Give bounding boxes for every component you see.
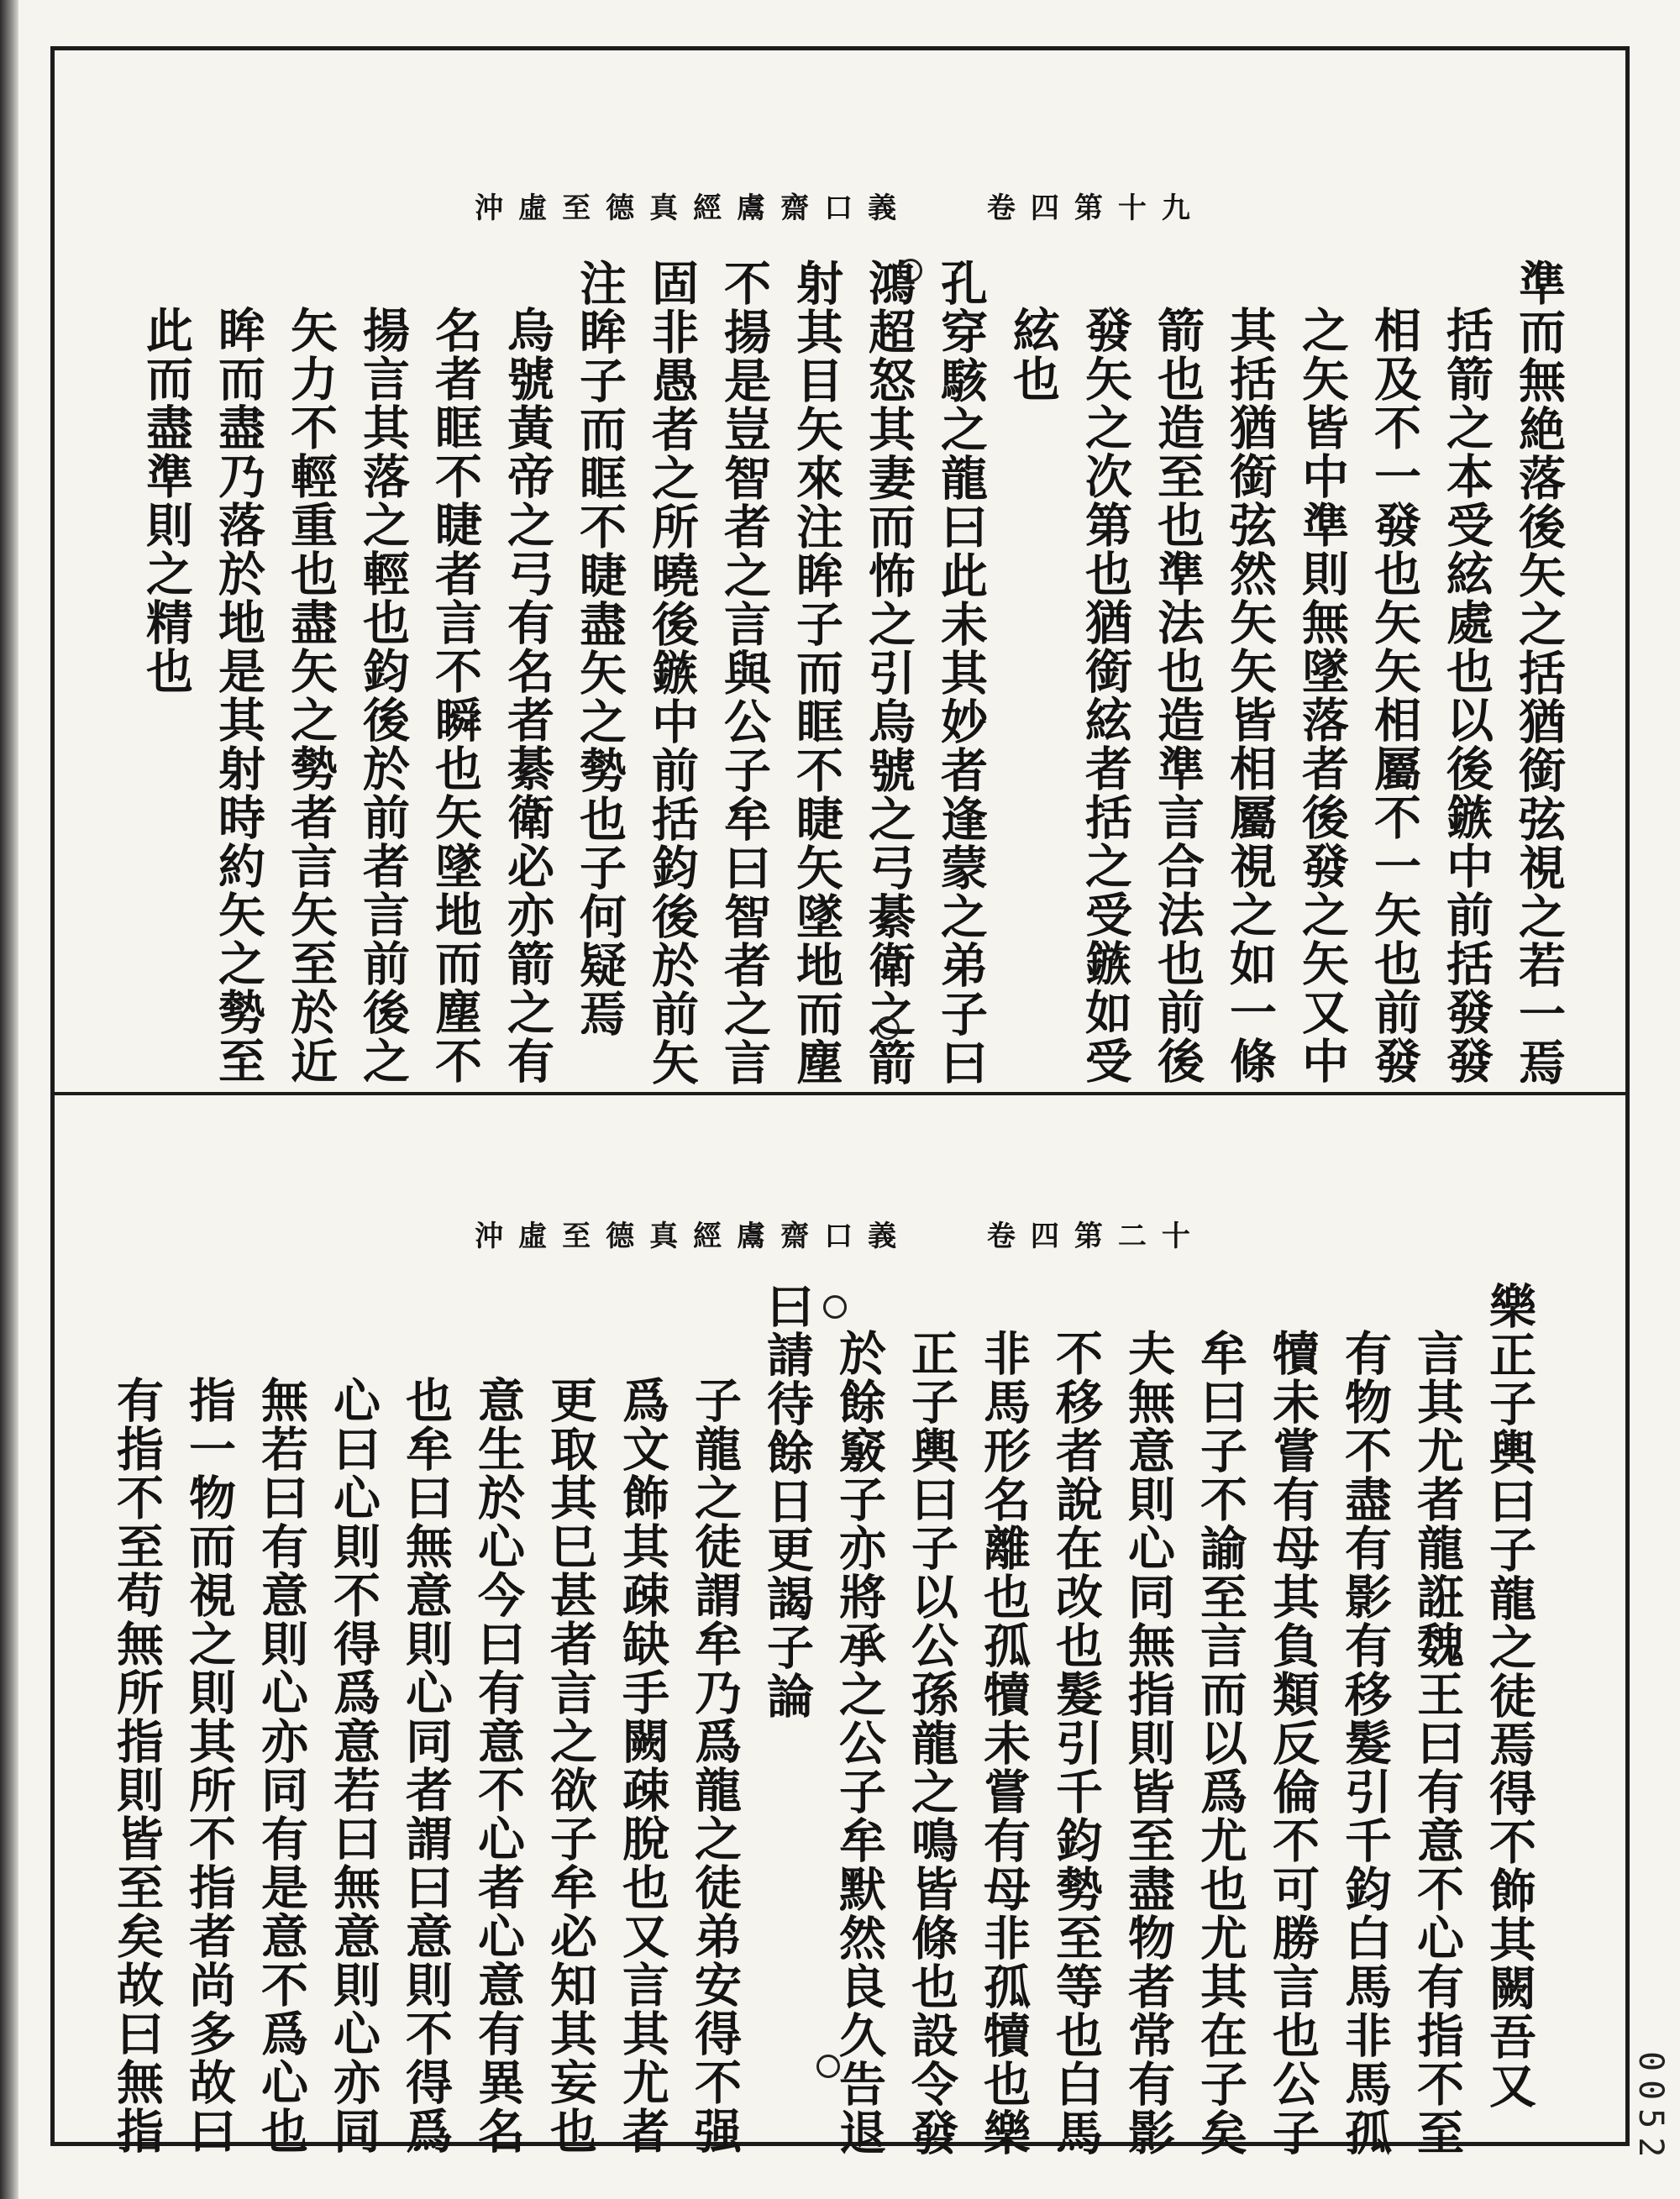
scan-edge <box>0 0 18 2199</box>
header-title: 沖虛至德真經鬳齋口義 <box>475 1220 912 1253</box>
text-column: 此而盡準則之精也 <box>139 306 194 695</box>
top-panel <box>55 50 1625 1092</box>
text-column: 犢未嘗有母其負類反倫不可勝言也公子 <box>1265 1329 1320 2157</box>
text-column: 牟曰子不諭至言而以爲尤也尤其在子矣 <box>1193 1329 1248 2157</box>
text-column: 名者眶不睫者言不瞬也矢墜地而塵不 <box>428 306 483 1085</box>
text-column: 有指不至苟無所指則皆至矣故曰無指 <box>109 1376 165 2155</box>
text-column: 箭也造至也準法也造準言合法也前後 <box>1150 306 1205 1085</box>
text-column: 子龍之徒謂牟乃爲龍之徒弟安得不强 <box>687 1376 743 2155</box>
bottom-panel-header <box>55 1213 1625 1254</box>
text-column: 矢力不輕重也盡矢之勢者言矢至於近 <box>283 306 339 1085</box>
text-column: 曰請待餘日更謁子論 <box>759 1282 815 1720</box>
text-column: 括箭之本受絃處也以後鏃中前括發發 <box>1439 306 1494 1085</box>
text-column: 之矢皆中準則無墜落者後發之矢又中 <box>1294 306 1350 1085</box>
page-number: 0052 <box>1631 2050 1670 2165</box>
text-column: 鴻超怒其妻而怖之引烏號之弓綦衛之箭 <box>861 259 916 1087</box>
text-column: 爲文飾其疎缺手闕疎脫也又言其尤者 <box>615 1376 670 2155</box>
text-column: 樂正子輿曰子龍之徒焉得不飾其闕吾又 <box>1482 1282 1537 2110</box>
top-panel-header <box>55 185 1625 226</box>
bottom-panel <box>55 1095 1625 2157</box>
text-column: 烏號黃帝之弓有名者綦衛必亦箭之有 <box>500 306 555 1085</box>
text-column: 指一物而視之則其所不指者尚多故曰 <box>181 1376 237 2155</box>
circle-mark <box>876 1016 900 1040</box>
text-column: 發矢之次第也猶銜絃者括之受鏃如受 <box>1078 306 1133 1085</box>
text-columns <box>101 1282 1546 2157</box>
text-column: 孔穿駭之龍曰此未其妙者逢蒙之弟子曰 <box>933 259 989 1087</box>
text-column: 夫無意則心同無指則皆至盡物者常有影 <box>1121 1329 1176 2157</box>
text-column: 也牟曰無意則心同者謂曰意則不得爲 <box>398 1376 454 2155</box>
text-column: 無若曰有意則心亦同有是意不爲心也 <box>254 1376 309 2155</box>
text-column: 眸而盡乃落於地是其射時約矢之勢至 <box>211 306 266 1085</box>
text-column: 正子輿曰子以公孫龍之鳴皆條也設令發 <box>904 1329 959 2157</box>
text-column: 不揚是豈智者之言與公子牟曰智者之言 <box>717 259 772 1087</box>
text-column: 非馬形名離也孤犢未嘗有母非孤犢也樂 <box>976 1329 1032 2157</box>
header-section: 卷四第二十 <box>986 1220 1205 1253</box>
text-column: 於餘竅子亦將承之公子牟默然良久告退 <box>832 1329 887 2157</box>
text-column: 意生於心今曰有意不心者心意有異名 <box>470 1376 526 2155</box>
text-column: 絃也 <box>1005 306 1061 403</box>
text-column: 不移者說在改也髮引千鈞勢至等也白馬 <box>1048 1329 1104 2157</box>
header-title: 沖虛至德真經鬳齋口義 <box>475 192 912 225</box>
header-section: 卷四第十九 <box>986 192 1205 225</box>
text-columns <box>130 259 1575 1087</box>
text-column: 心曰心則不得爲意若曰無意則心亦同 <box>326 1376 381 2155</box>
text-column: 有物不盡有影有移髮引千鈞白馬非馬孤 <box>1337 1329 1393 2157</box>
circle-mark <box>899 259 922 282</box>
text-column: 其括猶銜弦然矢矢皆相屬視之如一條 <box>1222 306 1278 1085</box>
text-column: 注眸子而眶不睫盡矢之勢也子何疑焉 <box>572 259 627 1038</box>
circle-mark <box>816 2055 840 2078</box>
text-column: 射其目矢來注眸子而眶不睫矢墜地而塵 <box>789 259 844 1087</box>
circle-mark <box>823 1295 847 1319</box>
text-column: 準而無絶落後矢之括猶銜弦視之若一焉 <box>1511 259 1567 1087</box>
text-column: 相及不一發也矢矢相屬不一矢也前發 <box>1367 306 1422 1085</box>
text-column: 更取其巳甚者言之欲子牟必知其妄也 <box>543 1376 598 2155</box>
text-column: 固非愚者之所曉後鏃中前括鈞後於前矢 <box>644 259 700 1087</box>
text-column: 揚言其落之輕也鈞後於前者言前後之 <box>355 306 411 1085</box>
text-column: 言其尤者龍誑魏王曰有意不心有指不至 <box>1410 1329 1465 2157</box>
